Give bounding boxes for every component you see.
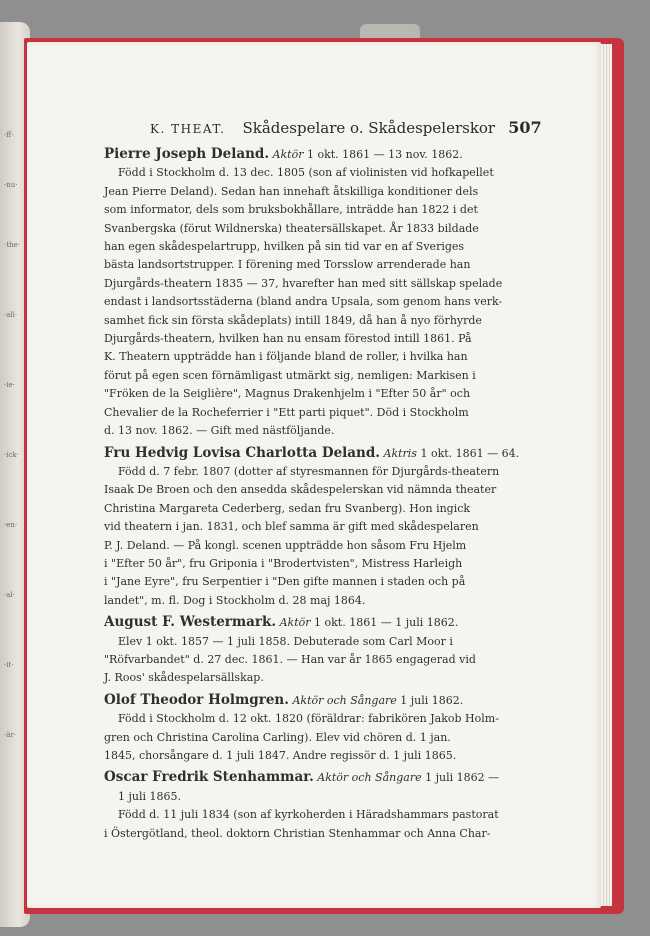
entry-line: som informator, dels som bruksbokhållare, inträdde han 1822 i det xyxy=(104,203,478,217)
entry-heading xyxy=(104,444,520,463)
entry-line: vid theatern i jan. 1831, och blef samma är gift med skådespelaren xyxy=(104,520,479,534)
entry-line: "Röfvarbandet" d. 27 dec. 1861. — Han var år 1865 engagerad vid xyxy=(104,652,476,666)
entry-line: i Östergötland, theol. doktorn Christian Stenhammar och Anna Char- xyxy=(104,826,491,840)
entry-line: Född i Stockholm d. 12 okt. 1820 (föräldrar: fabrikören Jakob Holm- xyxy=(118,712,499,726)
entry-role: Aktör xyxy=(272,148,304,161)
entry-role: Aktör xyxy=(279,616,311,630)
entry-line: Chevalier de la Rocheferrier i "Ett parti piquet". Död i Stockholm xyxy=(104,405,469,419)
entry-line: Född i Stockholm d. 13 dec. 1805 (son af violinisten vid hofkapellet xyxy=(118,166,494,180)
entry-dates: 1 okt. 1861 — 64. xyxy=(420,446,520,460)
entry-name: August F. Westermark. xyxy=(104,614,277,631)
entry-line: förut på egen scen förnämligast utmärkt sig, nemligen: Markisen i xyxy=(104,368,476,382)
page-body xyxy=(104,145,520,846)
biography-entry xyxy=(104,768,500,843)
entry-line: Djurgårds-theatern 1835 — 37, hvarefter han med sitt sällskap spelade xyxy=(104,276,503,290)
entry-line: Född d. 11 juli 1834 (son af kyrkoherden i Häradshammars pastorat xyxy=(118,808,499,822)
entry-line: d. 13 nov. 1862. — Gift med nästföljande. xyxy=(104,424,335,438)
entry-line: samhet fick sin första skådeplats) intill 1849, då han å nyo förhyrde xyxy=(104,313,482,327)
entry-line: J. Roos' skådespelarsällskap. xyxy=(104,671,264,685)
entry-name: Fru Hedvig Lovisa Charlotta Deland. xyxy=(104,444,380,461)
biography-entry xyxy=(104,145,503,441)
entry-line: endast i landsortsstäderna (bland andra Upsala, som genom hans verk- xyxy=(104,295,503,309)
page-number: 507 xyxy=(508,118,542,137)
entry-line: K. Theatern uppträdde han i följande bland de roller, i hvilka han xyxy=(104,350,468,364)
entry-dates-continuation: 1 juli 1865. xyxy=(118,789,182,803)
entry-heading xyxy=(104,613,494,632)
entry-heading xyxy=(104,691,494,710)
entry-role: Aktris xyxy=(383,446,417,460)
entry-dates: 1 okt. 1861 — 1 juli 1862. xyxy=(314,616,459,630)
entry-line: Isaak De Broen och den ansedda skådespelerskan vid nämnda theater xyxy=(104,483,497,497)
entry-name: Olof Theodor Holmgren. xyxy=(104,691,289,708)
running-header xyxy=(150,118,542,137)
entry-dates: 1 juli 1862 — xyxy=(425,771,500,785)
entry-line: 1845, chorsångare d. 1 juli 1847. Andre regissör d. 1 juli 1865. xyxy=(104,749,457,762)
entry-heading xyxy=(104,768,500,787)
entry-role: Aktör och Sångare xyxy=(292,693,397,707)
entry-role: Aktör och Sångare xyxy=(317,771,422,785)
biography-entry xyxy=(104,691,499,766)
entry-line: Svanbergska (förut Wildnerska) theatersällskapet. År 1833 bildade xyxy=(104,221,479,235)
entry-name: Pierre Joseph Deland. xyxy=(104,146,270,162)
entry-line: landet", m. fl. Dog i Stockholm d. 28 maj 1864. xyxy=(104,593,366,607)
biography-entry xyxy=(104,444,520,611)
entry-line: bästa landsortstrupper. I förening med Torsslow arrenderade han xyxy=(104,258,471,272)
entry-dates: 1 okt. 1861 — 13 nov. 1862. xyxy=(306,148,463,161)
entry-name: Oscar Fredrik Stenhammar. xyxy=(104,769,314,786)
entry-line: P. J. Deland. — På kongl. scenen uppträdde hon såsom Fru Hjelm xyxy=(104,538,467,552)
entry-line: Djurgårds-theatern, hvilken han nu ensam förestod intill 1861. På xyxy=(104,332,472,346)
header-title: Skådespelare o. Skådespelerskor xyxy=(242,119,496,137)
entry-dates: 1 juli 1862. xyxy=(400,693,464,707)
facing-page-edge: ·ff· ·nu· ·the· ·all· ·ie· ·ick· ·en· ·al· ·it· ·är· xyxy=(0,22,30,927)
entry-line: i "Jane Eyre", fru Serpentier i "Den gifte mannen i staden och på xyxy=(104,575,466,589)
entry-line: i "Efter 50 år", fru Griponia i "Brodertvisten", Mistress Harleigh xyxy=(104,556,463,570)
entry-heading xyxy=(104,145,494,164)
entry-line: Jean Pierre Deland). Sedan han innehaft åtskilliga konditioner dels xyxy=(104,184,479,198)
entry-line: "Fröken de la Seiglière", Magnus Drakenhjelm i "Efter 50 år" och xyxy=(104,387,471,401)
header-section: K. THEAT. xyxy=(150,122,226,136)
entry-line: Christina Margareta Cederberg, sedan fru Svanberg). Hon ingick xyxy=(104,501,471,515)
biography-entry xyxy=(104,613,494,688)
entry-line: Född d. 7 febr. 1807 (dotter af styresmannen för Djurgårds-theatern xyxy=(118,464,500,478)
entry-line: han egen skådespelartrupp, hvilken på sin tid var en af Sveriges xyxy=(104,240,465,254)
entry-line: gren och Christina Carolina Carling). Elev vid chören d. 1 jan. xyxy=(104,730,451,744)
entry-line: Elev 1 okt. 1857 — 1 juli 1858. Debuterade som Carl Moor i xyxy=(118,634,453,648)
